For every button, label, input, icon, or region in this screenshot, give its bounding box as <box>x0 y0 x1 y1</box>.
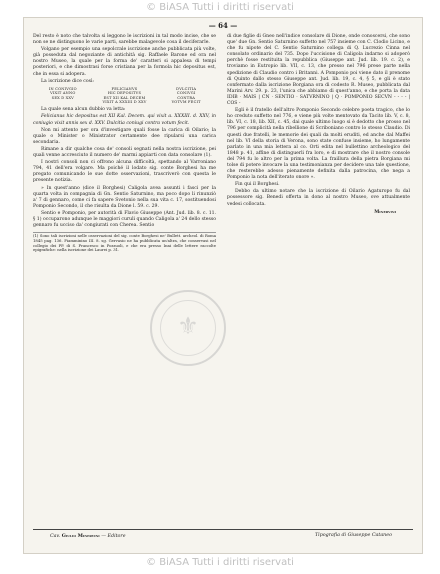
paragraph: di due figlie di Gneo nell'indice consolare di Dione, onde conoscersi, che sono que' due Gn. Sentio Saturnino suffetto nel 757 insieme con C. Clodio Licino, e che fu nipote del C. Sentio Saturnino collega di Q. Lucrezio Cinna nel consolato ordinario del 735. Dopo l'uccisione di Caligola indarno si adoperò perchè fosse restituita la repubblica (Giuseppe ant. Jud. lib. 19. c. 2), e troviamo in Eutropio lib. VII, c. 13, che presso nel 796 prese parte nella spedizione di Claudio contro i Britanni. A Pomponio poi viene dato il prenome di Quinto dallo stesso Giuseppe ant. Jud. lib. 19, c. 4, § 5, e gli è stato confermato dalla iscrizione Borgiana ora di codesto R. Museo, pubblicata dal Marini Arv. 29. p. 23, l'unica che abbiamo di quest'anno, e che porta la data IDIB · MAIS | CN · SENTIO · SATVRNINO | Q · POMPONIO SECVN - - - - | COS - <box>227 34 410 107</box>
paragraph: Fin qui il Borghesi. <box>235 182 280 188</box>
library-stamp <box>150 290 226 366</box>
paragraph: Felicianus hic depositus est XII Kal. Decem. qui vixit a. XXXIII. d. XXV, in coniugio vixit annis sex d. XXV. Dulcitia coniugi contra votum fecit. <box>33 114 216 126</box>
imprint-editor-name: Giulio Minervini <box>61 533 100 539</box>
imprint-editor-label: Cav. <box>50 534 61 539</box>
author-signature: Minervini <box>374 209 396 215</box>
watermark-banner-top <box>0 2 440 16</box>
paragraph: I nostri consoli non ci offrono alcuna difficoltà, spettando al Varroniano 794, 41 dell'era volgare. Ma poiché il lodato sig. conte Borghesi ha me pregato comunicando le sue dotte osservazioni, trascriverò con questa le presente notizia. <box>33 160 216 184</box>
paragraph: Del resto è noto che talvolta si leggono le iscrizioni in tal modo incise, che se non se ne distinguono le varie parti, sarebbe malagevole cosa il deciferarle. <box>33 34 216 46</box>
imprint-editor-role: — Editore <box>101 534 126 539</box>
imprint-editor <box>50 533 126 539</box>
scanned-page <box>23 17 423 554</box>
inscription-center: FELICIANVS HIC DEPOSITVS EST XII KAL DECEM VIXIT A XXXIII D XXV <box>102 86 147 104</box>
inscription-block <box>33 87 216 105</box>
paragraph: Non mi attento per ora d'investigare quali fosse la carica di Oilario; la quale o Minister o Ministrator certamente dee ripularsi una carica secondaria. <box>33 127 216 145</box>
right-column <box>227 34 410 216</box>
biasa-banner-text: © BiASA Tutti i diritti riservati <box>146 557 294 568</box>
inscription-left: IN CONIVGIO VIXIT ANNO SEX D XXV <box>48 86 77 100</box>
paragraph: » In quest'anno (dice il Borghesi) Caligola avea assunti i fasci per la quarta volta in compagnia di Gn. Sentio Saturnino, ma poco dopo li rinunziò a' 7 di gennaro, come ci fa sapere Svetonio nella sua vita c. 17, sostituendosi Pomponio Secondo, il che risulta da Dione l. 59. c. 29. <box>33 185 216 209</box>
paragraph: La iscrizione dice così: <box>41 78 94 84</box>
paragraph: La quale sena alcun dubbio va letta: <box>41 107 126 113</box>
watermark-banner-bottom <box>0 557 440 571</box>
paragraph: Sentio e Pomponio, per autorità di Flavio Giuseppe (Ant. Jud. lib. 8. c. 11. § 1) occuparono adunque le maggiori curuli quando Caligola a' 24 dello stesso gennaro fu ucciso da' congiurati con Cherea. Sentio <box>33 210 216 229</box>
biasa-banner-text: © BiASA Tutti i diritti riservati <box>146 2 294 13</box>
imprint-printer: Tipografia di Giuseppe Cataneo <box>314 533 392 538</box>
left-column <box>33 34 216 253</box>
imprint-rule <box>33 529 413 530</box>
inscription-right: DVLCITIA CONIVGI CONTRA VOTVM FECIT <box>171 86 201 104</box>
paragraph: Egli è il fratello dell'altro Pomponio Secondo celebre poeta tragico, che lo ho creduto suffetto nel 776, e viene più volte mentovato da Tacito lib. V, c. 8, lib. VI, c. 18, lib. XII, c. 45, dai quale ultimo luogo si è dedotto che prosso nel 796 per complicità nella ribellione di Scriboniano contro lo stesso Claudio. Di questi due fratelli, le memorie dei quali da molti eruditi, ed anche dal Maffei nel lib. VI della storia di Verona, sono state confuse insieme, ho lungamente parlato in una mia lettera al co. Orti edita nel bullettino archeologico del 1848 p. 41, affine di distinguerli fra loro, e di mostrare che il nostro console del 794 fu lo altro per la prima volta. La fraillura della pietra Borgiana mi tolse di potere invocare la una testimonianza per decidere una tale questione, che resterebbe adesso pienamente definita dalla patrocina, che nega a Pomponio la nota dell'iterato onore ». <box>227 108 410 181</box>
paragraph: Rimane a dir qualche cosa de' consoli segnati nella nostra iscrizione, pei quali venne accresciuto il numero de' marmi appiarti con data consolare (1). <box>33 146 216 159</box>
footnote: (1) Sono tali iscrizioni nelle osservazioni del sig. conte Borghesi ne' Bullett. archeol. di Roma 1845 pag. 136. Fiamminino III. 8. sg. Gervasio ne ha pubblicata un'altra, che conservasi nel collegio dei PP. di S. Francesco in Pozzuoli, e che era presso Inni delle lettere raccolte epigrafiche: nella iscrizione dei Laurei p. 31. <box>33 233 216 253</box>
paragraph: Volgano per esempio una sepolcrale iscrizione anche pubblicata più volte, già posseduta dal negoziante di antichità sig. Raffaele Barone ed ora nel nostro Museo, la quale per la forma de' caratteri si appalesa di tempi posteriori, e che dimostrasi forse cristiana per la formola hic depositus est, che in essa si adopera. <box>33 47 216 77</box>
paragraph: Debbo da ultimo notare che la iscrizione di Oilario Agaturopo fu dal possessore sig. Benedi offerta in dono al nostro Museo, ove attualmente vedesi collocata. <box>227 189 410 207</box>
page-number: — 64 — <box>208 21 238 30</box>
